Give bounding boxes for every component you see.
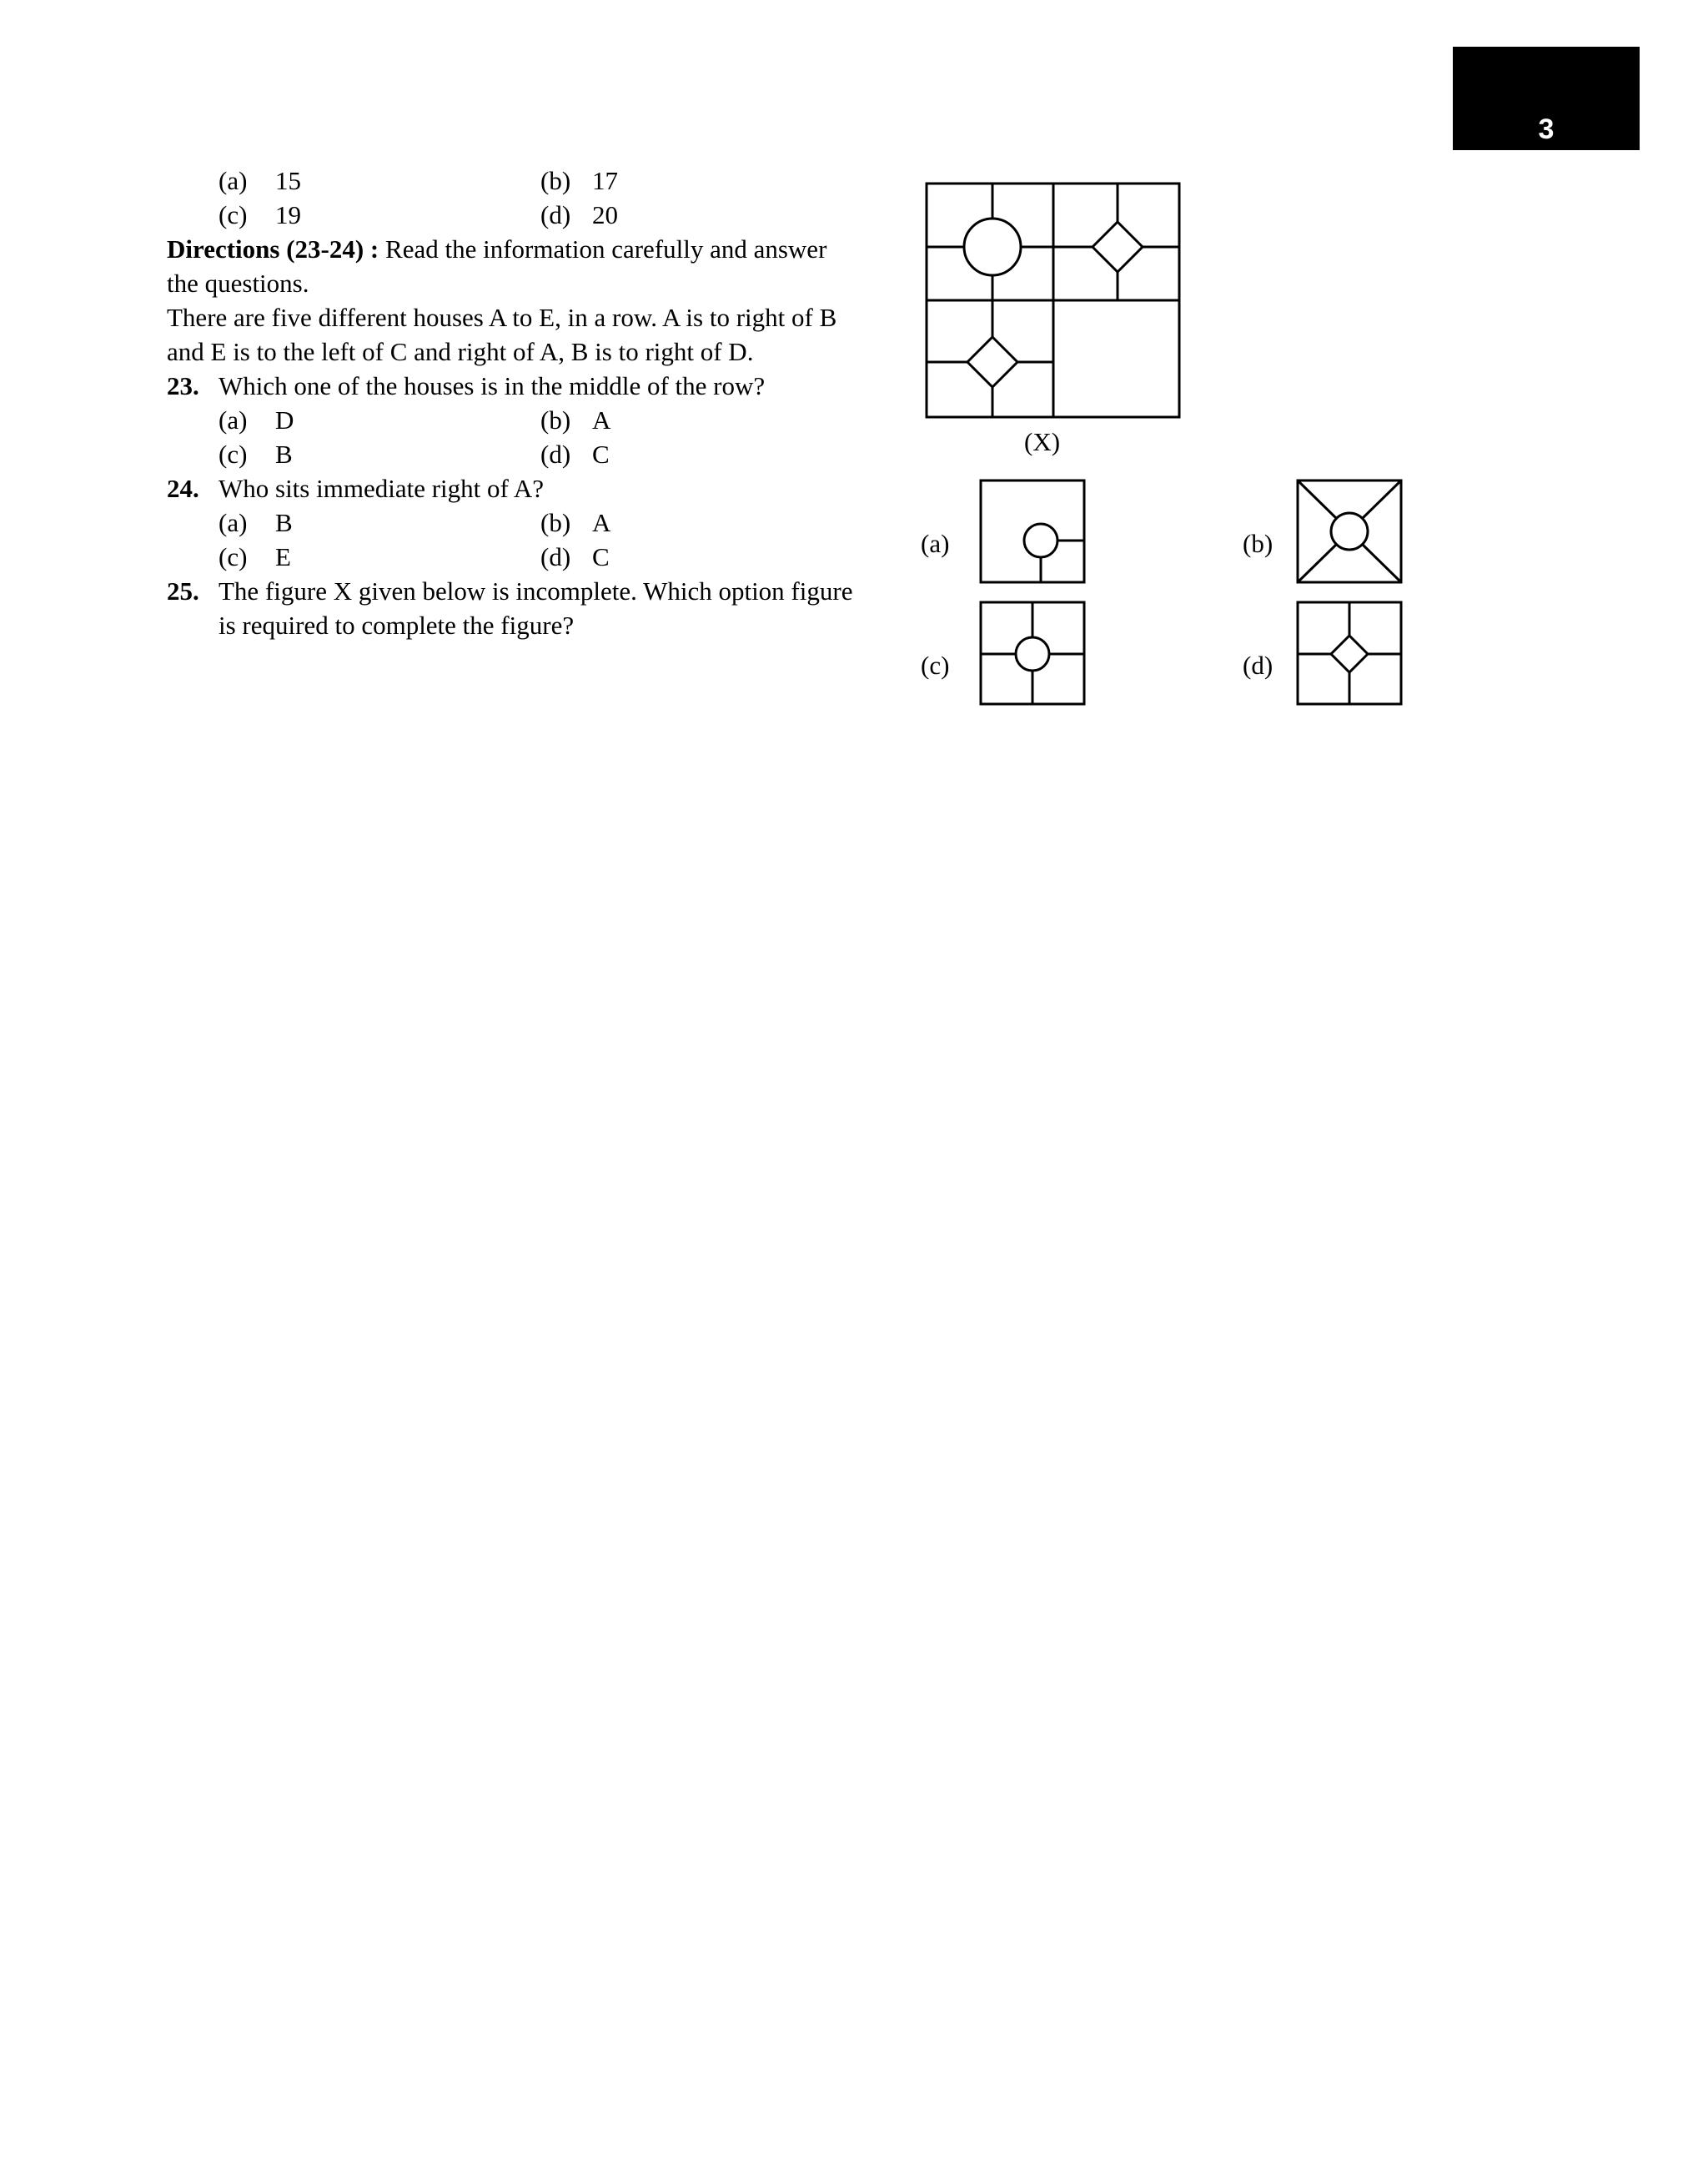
option-a-figure [979, 479, 1088, 586]
q25-question: 25. The figure X given below is incomplete. Which option figure [167, 576, 853, 606]
q24-option-c: (c) E [219, 542, 291, 571]
directions-line-1: Directions (23-24) : Read the information carefully and answer [167, 234, 827, 264]
q23-option-b: (b) A [540, 405, 611, 435]
q23-question: 23. Which one of the houses is in the middle of the row? [167, 371, 766, 400]
figure-x-label: (X) [1024, 427, 1061, 456]
option-b-figure [1296, 479, 1404, 586]
option-c-figure [979, 601, 1088, 707]
option-d-figure [1296, 601, 1404, 707]
info-line-1: There are five different houses A to E, in a row. A is to right of B [167, 303, 837, 332]
circle-shape [1331, 513, 1368, 550]
q25-number: 25. [167, 576, 199, 606]
q24-question: 24. Who sits immediate right of A? [167, 474, 545, 503]
option-d-label: (d) [1243, 651, 1273, 680]
circle-shape [964, 219, 1021, 275]
q24-option-d: (d) C [540, 542, 610, 571]
option-c-label: (c) [921, 651, 950, 680]
figure-x-cell-top-right [1053, 184, 1179, 300]
figure-x [924, 180, 1183, 422]
q24-option-a: (a) B [219, 508, 293, 537]
diamond-shape [967, 337, 1017, 387]
option-a-label: (a) [921, 529, 950, 558]
figure-x-cell-top-left [927, 184, 1053, 300]
page-number: 3 [1538, 113, 1555, 145]
q22-option-d: (d) 20 [540, 200, 618, 229]
q24-number: 24. [167, 474, 199, 503]
q24-option-b: (b) A [540, 508, 611, 537]
circle-shape [1024, 524, 1057, 557]
q23-option-d: (d) C [540, 440, 610, 469]
q22-option-c: (c) 19 [219, 200, 301, 229]
q22-option-a: (a) 15 [219, 166, 301, 195]
figure-x-cell-bottom-left [927, 300, 1053, 417]
directions-heading: Directions (23-24) : [167, 234, 379, 264]
directions-line-2: the questions. [167, 269, 309, 298]
option-b-label: (b) [1243, 529, 1273, 558]
page-number-tab [1453, 47, 1640, 150]
q23-option-a: (a) D [219, 405, 294, 435]
info-line-2: and E is to the left of C and right of A, B is to right of D. [167, 337, 754, 366]
q22-option-b: (b) 17 [540, 166, 618, 195]
circle-shape [1016, 637, 1049, 671]
diamond-shape [1093, 222, 1143, 272]
q23-option-c: (c) B [219, 440, 293, 469]
q23-number: 23. [167, 371, 199, 400]
q25-question-line-2: is required to complete the figure? [219, 611, 575, 640]
diamond-shape [1331, 636, 1368, 672]
